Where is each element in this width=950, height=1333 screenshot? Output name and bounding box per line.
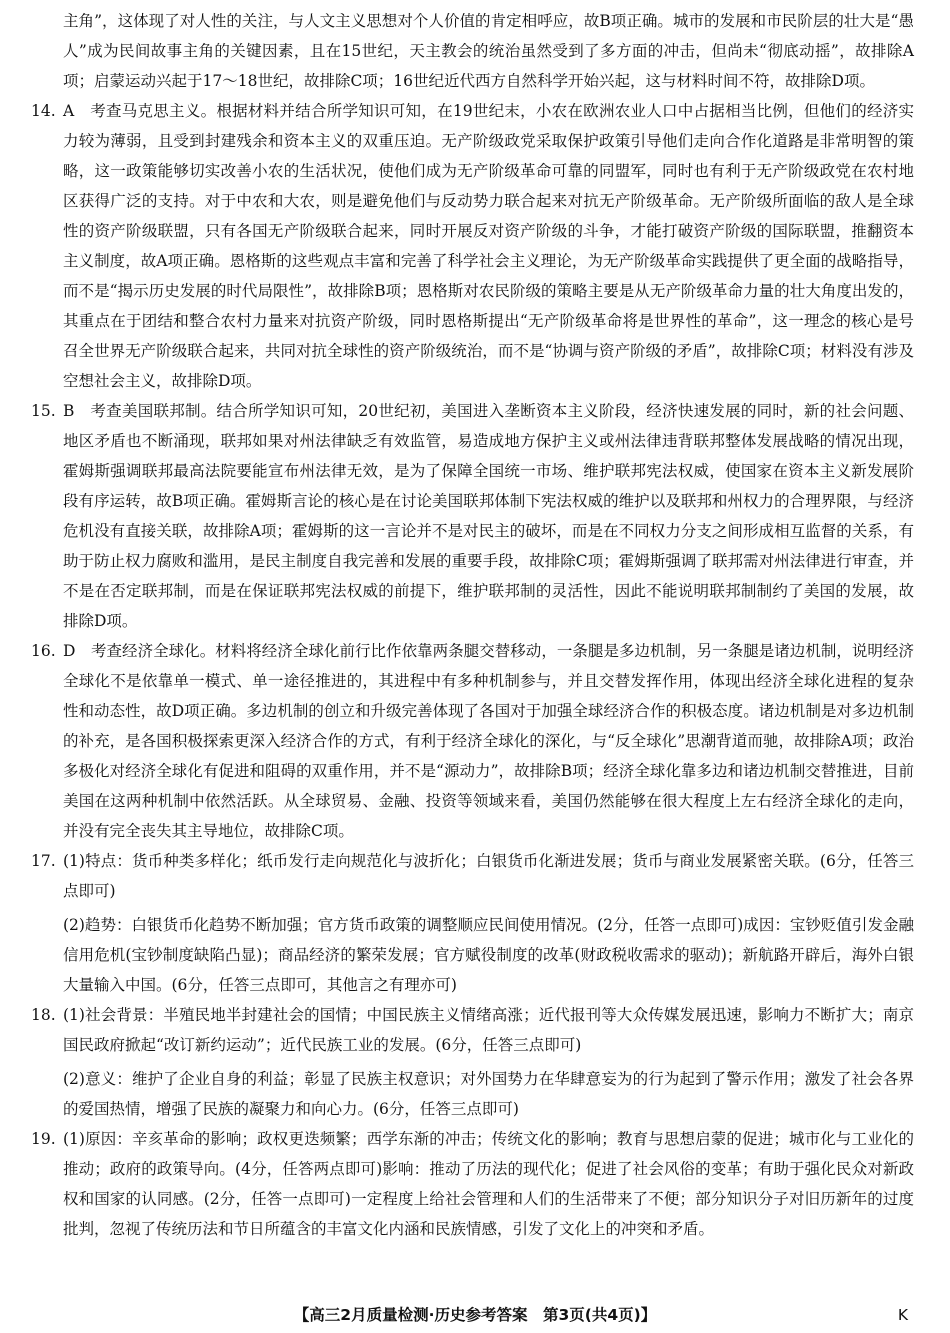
answer-item-16 bbox=[0, 636, 950, 846]
item-text: D 考查经济全球化。材料将经济全球化前行比作依靠两条腿交替移动，一条腿是多边机制，另一条腿是诸边机制，说明经济全球化不是依靠单一模式、单一途径推进的，其进程中有多种机制参与，并且交替发挥作用，体现出经济全球化进程的复杂性和动态性，故D项正确。多边机制的创立和升级完善体现了各国对于加强全球经济合作的积极态度。诸边机制是对多边机制的补充，是各国积极探索更深入经济合作的方式，有利于经济全球化的深化，与“反全球化”思潮背道而驰，故排除A项；政治多极化对经济全球化有促进和阻碍的双重作用，并不是“源动力”，故排除B项；经济全球化靠多边和诸边机制交替推进，目前美国在这两种机制中依然活跃。从全球贸易、金融、投资等领域来看，美国仍然能够在很大程度上左右经济全球化的走向，并没有完全丧失其主导地位，故排除C项。 bbox=[63, 642, 914, 840]
item-number: 14. bbox=[31, 102, 56, 120]
answer-item-17 bbox=[0, 846, 950, 906]
answer-item-14 bbox=[0, 96, 950, 396]
footer-title: 【高三2月质量检测·历史参考答案 第3页(共4页)】 bbox=[293, 1306, 657, 1324]
item-number: 16. bbox=[31, 642, 56, 660]
answer-item-18-part-2: (2)意义：维护了企业自身的利益；彰显了民族主权意识；对外国势力在华肆意妄为的行为起到了警示作用；激发了社会各界的爱国热情，增强了民族的凝聚力和向心力。(6分，任答三点即可) bbox=[63, 1070, 914, 1118]
continuation-paragraph: 主角”，这体现了对人性的关注，与人文主义思想对个人价值的肯定相呼应，故B项正确。城市的发展和市民阶层的壮大是“愚人”成为民间故事主角的关键因素，且在15世纪，天主教会的统治虽然受到了多方面的冲击，但尚未“彻底动摇”，故排除A项；启蒙运动兴起于17～18世纪，故排除C项；16世纪近代西方自然科学开始兴起，这与材料时间不符，故排除D项。 bbox=[63, 12, 914, 90]
item-text: (1)原因：辛亥革命的影响；政权更迭频繁；西学东渐的冲击；传统文化的影响；教育与思想启蒙的促进；城市化与工业化的推动；政府的政策导向。(4分，任答两点即可)影响：推动了历法的现代化；促进了社会风俗的变革；有助于强化民众对新政权和国家的认同感。(2分，任答一点即可)一定程度上给社会管理和人们的生活带来了不便；部分知识分子对旧历新年的过度批判，忽视了传统历法和节日所蕴含的丰富文化内涵和民族情感，引发了文化上的冲突和矛盾。 bbox=[63, 1130, 914, 1238]
item-text: (1)特点：货币种类多样化；纸币发行走向规范化与波折化；白银货币化渐进发展；货币与商业发展紧密关联。(6分，任答三点即可) bbox=[63, 852, 914, 900]
item-number: 15. bbox=[31, 402, 56, 420]
answer-item-15 bbox=[0, 396, 950, 636]
answer-item-19 bbox=[0, 1124, 950, 1244]
item-number: 19. bbox=[31, 1130, 56, 1148]
answer-document bbox=[0, 6, 950, 1244]
item-text: A 考查马克思主义。根据材料并结合所学知识可知，在19世纪末，小农在欧洲农业人口中占据相当比例，但他们的经济实力较为薄弱，且受到封建残余和资本主义的双重压迫。无产阶级政党采取保护政策引导他们走向合作化道路是非常明智的策略，这一政策能够切实改善小农的生活状况，使他们成为无产阶级革命可靠的同盟军，同时也有利于无产阶级政党在农村地区获得广泛的支持。对于中农和大农，则是避免他们与反动势力联合起来对抗无产阶级革命。无产阶级所面临的敌人是全球性的资产阶级联盟，只有各国无产阶级联合起来，同时开展反对资产阶级的斗争，才能打破资产阶级的国际联盟，推翻资本主义制度，故A项正确。恩格斯的这些观点丰富和完善了科学社会主义理论，为无产阶级革命实践提供了更全面的战略指导，而不是“揭示历史发展的时代局限性”，故排除B项；恩格斯对农民阶级的策略主要是从无产阶级革命力量的壮大角度出发的，其重点在于团结和整合农村力量来对抗资产阶级，同时恩格斯提出“无产阶级革命将是世界性的革命”，这一理念的核心是号召全世界无产阶级联合起来，共同对抗全球性的资产阶级统治，而不是“协调与资产阶级的矛盾”，故排除C项；材料没有涉及空想社会主义，故排除D项。 bbox=[63, 102, 914, 390]
item-text: B 考查美国联邦制。结合所学知识可知，20世纪初，美国进入垄断资本主义阶段，经济快速发展的同时，新的社会问题、地区矛盾也不断涌现，联邦如果对州法律缺乏有效监管，易造成地方保护主义或州法律违背联邦整体发展战略的情况出现，霍姆斯强调联邦最高法院要能宣布州法律无效，是为了保障全国统一市场、维护联邦宪法权威，使国家在资本主义新发展阶段有序运转，故B项正确。霍姆斯言论的核心是在讨论美国联邦体制下宪法权威的维护以及联邦和州权力的合理界限，与经济危机没有直接关联，故排除A项；霍姆斯的这一言论并不是对民主的破坏，而是在不同权力分支之间形成相互监督的关系，有助于防止权力腐败和滥用，是民主制度自我完善和发展的重要手段，故排除C项；霍姆斯强调了联邦需对州法律进行审查，并不是在否定联邦制，而是在保证联邦宪法权威的前提下，维护联邦制的灵活性，因此不能说明联邦制制约了美国的发展，故排除D项。 bbox=[63, 402, 914, 630]
item-number: 18. bbox=[31, 1006, 56, 1024]
footer-code: K bbox=[897, 1306, 908, 1324]
answer-item-17-part-2: (2)趋势：白银货币化趋势不断加强；官方货币政策的调整顺应民间使用情况。(2分，任答一点即可)成因：宝钞贬值引发金融信用危机(宝钞制度缺陷凸显)；商品经济的繁荣发展；官方赋役制度的改革(财政税收需求的驱动)；新航路开辟后，海外白银大量输入中国。(6分，任答三点即可，其他言之有理亦可) bbox=[63, 916, 914, 994]
item-number: 17. bbox=[31, 852, 56, 870]
page-footer bbox=[0, 1301, 950, 1329]
answer-item-18 bbox=[0, 1000, 950, 1060]
item-text: (1)社会背景：半殖民地半封建社会的国情；中国民族主义情绪高涨；近代报刊等大众传媒发展迅速，影响力不断扩大；南京国民政府掀起“改订新约运动”；近代民族工业的发展。(6分，任答三点即可) bbox=[63, 1006, 914, 1054]
